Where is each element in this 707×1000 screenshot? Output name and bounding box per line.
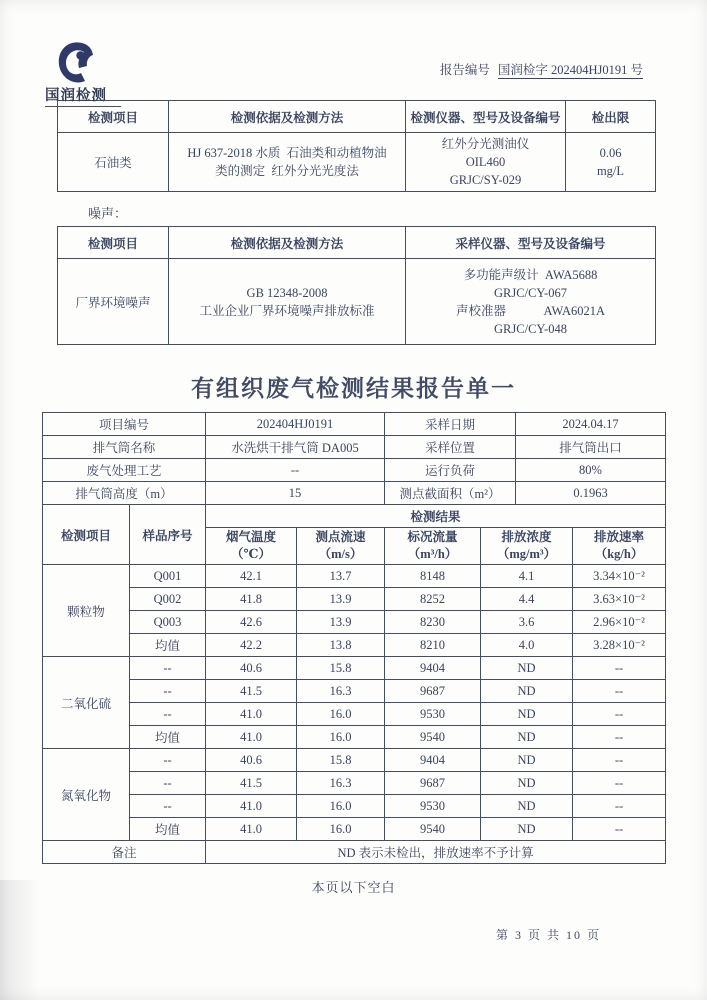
noise-method-line1: GB 12348-2008 (246, 285, 328, 300)
value-cell: 16.3 (297, 680, 385, 703)
page-number: 第 3 页 共 10 页 (495, 928, 601, 943)
sample-id-cell: -- (130, 795, 206, 818)
value-cell: 13.9 (297, 611, 385, 634)
value-cell: 41.5 (206, 680, 297, 703)
info-label: 测点截面积（m²） (385, 482, 516, 505)
result-row (43, 726, 666, 749)
oil-method-line2: 类的测定 红外分光光度法 (215, 164, 359, 179)
value-cell: 40.6 (206, 657, 297, 680)
blank-below-note: 本页以下空白 (311, 880, 396, 896)
oil-method-line1: HJ 637-2018 水质 石油类和动植物油 (187, 146, 387, 161)
value-cell: 4.4 (481, 588, 573, 611)
info-label: 排气筒名称 (43, 436, 206, 459)
value-cell: 13.7 (297, 565, 385, 588)
oil-item-cell: 石油类 (58, 133, 169, 192)
sample-id-cell: -- (130, 772, 206, 795)
sample-id-cell: 均值 (130, 818, 206, 841)
info-row (43, 436, 666, 459)
result-row (43, 657, 666, 680)
info-row (43, 413, 666, 436)
info-label: 项目编号 (43, 413, 206, 436)
oil-col-item: 检测项目 (58, 101, 169, 133)
value-cell: 9687 (385, 680, 481, 703)
value-cell: 8148 (385, 565, 481, 588)
col-temp-label: 烟气温度 (225, 530, 276, 545)
oil-instrument-model: OIL460 (465, 155, 506, 170)
info-value: 2024.04.17 (516, 413, 666, 436)
noise-table-row (58, 259, 656, 345)
value-cell: 9404 (385, 749, 481, 772)
pollutant-name-cell: 颗粒物 (43, 565, 130, 657)
info-label: 排气筒高度（m） (43, 482, 206, 505)
info-value: -- (206, 459, 385, 482)
info-row (43, 482, 666, 505)
result-row (43, 565, 666, 588)
noise-section-label: 噪声： (88, 206, 128, 222)
noise-item-cell: 厂界环境噪声 (58, 259, 169, 345)
col-flow-label: 标况流量 (407, 530, 458, 545)
value-cell: -- (573, 795, 666, 818)
value-cell: 16.0 (297, 703, 385, 726)
value-cell: 3.63×10⁻² (573, 588, 666, 611)
info-label: 运行负荷 (385, 459, 516, 482)
remark-label: 备注 (43, 841, 206, 864)
value-cell: 13.8 (297, 634, 385, 657)
oil-table-row (58, 133, 656, 192)
value-cell: 41.0 (206, 703, 297, 726)
noise-instrument-line3: 声校准器 AWA6021A (456, 303, 605, 318)
value-cell: 16.0 (297, 726, 385, 749)
col-velocity-unit: （m/s） (318, 547, 363, 562)
value-cell: -- (573, 680, 666, 703)
value-cell: 15.8 (297, 657, 385, 680)
logo-g-icon (55, 40, 97, 84)
result-row (43, 588, 666, 611)
value-cell: ND (481, 749, 573, 772)
results-body (43, 565, 666, 841)
result-row (43, 611, 666, 634)
sample-id-cell: -- (130, 749, 206, 772)
value-cell: 8252 (385, 588, 481, 611)
value-cell: 2.96×10⁻² (573, 611, 666, 634)
col-header-flow (385, 528, 481, 565)
report-number (440, 60, 643, 78)
info-value: 0.1963 (516, 482, 666, 505)
value-cell: -- (573, 818, 666, 841)
noise-instrument-line4: GRJC/CY-048 (494, 322, 567, 336)
info-label: 采样日期 (385, 413, 516, 436)
value-cell: ND (481, 726, 573, 749)
oil-instrument-code: GRJC/SY-029 (449, 173, 522, 188)
value-cell: 9530 (385, 795, 481, 818)
col-rate-label: 排放速率 (594, 530, 645, 545)
value-cell: 4.1 (481, 565, 573, 588)
value-cell: 9540 (385, 818, 481, 841)
gas-results-table (42, 504, 666, 864)
oil-method-cell (169, 133, 406, 192)
value-cell: 9404 (385, 657, 481, 680)
value-cell: 13.9 (297, 588, 385, 611)
noise-col-method: 检测依据及检测方法 (169, 227, 406, 259)
noise-instrument-cell (406, 259, 656, 345)
results-header-row1 (43, 505, 666, 528)
value-cell: 42.6 (206, 611, 297, 634)
oil-limit-unit: mg/L (596, 164, 625, 179)
remark-text: ND 表示未检出，排放速率不予计算 (206, 841, 666, 864)
col-header-concentration (481, 528, 573, 565)
logo-text: 国润检测 (45, 84, 121, 107)
report-number-label: 报告编号 (439, 63, 490, 77)
value-cell: -- (573, 703, 666, 726)
value-cell: 42.2 (206, 634, 297, 657)
sample-id-cell: -- (130, 657, 206, 680)
value-cell: 3.28×10⁻² (573, 634, 666, 657)
col-rate-unit: （kg/h） (594, 547, 644, 562)
value-cell: ND (481, 818, 573, 841)
info-row (43, 459, 666, 482)
noise-instrument-line2: GRJC/CY-067 (494, 285, 567, 300)
value-cell: 9540 (385, 726, 481, 749)
noise-method-table (57, 226, 656, 345)
value-cell: 8210 (385, 634, 481, 657)
oil-instrument-cell (406, 133, 566, 192)
sample-id-cell: 均值 (130, 726, 206, 749)
result-row (43, 749, 666, 772)
value-cell: -- (573, 749, 666, 772)
logo (45, 40, 155, 107)
oil-limit-value: 0.06 (599, 146, 622, 161)
remark-row (43, 841, 666, 864)
report-number-value: 国润检字 202404HJ0191 号 (497, 63, 643, 77)
sample-id-cell: 均值 (130, 634, 206, 657)
info-value: 15 (206, 482, 385, 505)
value-cell: 3.34×10⁻² (573, 565, 666, 588)
oil-limit-cell (566, 133, 656, 192)
noise-method-line2: 工业企业厂界环境噪声排放标准 (199, 303, 375, 318)
result-row (43, 634, 666, 657)
info-value: 80% (516, 459, 666, 482)
report-title: 有组织废气检测结果报告单一 (191, 376, 516, 402)
value-cell: 9530 (385, 703, 481, 726)
col-concentration-label: 排放浓度 (501, 530, 552, 545)
info-value: 202404HJ0191 (206, 413, 385, 436)
value-cell: 16.3 (297, 772, 385, 795)
col-temp-unit: （℃） (231, 547, 271, 562)
result-row (43, 795, 666, 818)
result-row (43, 703, 666, 726)
value-cell: 41.0 (206, 818, 297, 841)
result-row (43, 680, 666, 703)
oil-method-table (57, 100, 656, 192)
noise-col-instrument: 采样仪器、型号及设备编号 (406, 227, 656, 259)
value-cell: 16.0 (297, 818, 385, 841)
value-cell: 8230 (385, 611, 481, 634)
sample-id-cell: Q003 (130, 611, 206, 634)
value-cell: 16.0 (297, 795, 385, 818)
sample-id-cell: Q001 (130, 565, 206, 588)
col-flow-unit: （m³/h） (407, 547, 458, 562)
sample-id-cell: Q002 (130, 588, 206, 611)
value-cell: 40.6 (206, 749, 297, 772)
col-header-rate (573, 528, 666, 565)
oil-col-instrument: 检测仪器、型号及设备编号 (406, 101, 566, 133)
sample-id-cell: -- (130, 703, 206, 726)
col-velocity-label: 测点流速 (315, 530, 366, 545)
value-cell: 41.5 (206, 772, 297, 795)
gas-info-table (42, 412, 666, 505)
noise-table-header-row (58, 227, 656, 259)
value-cell: ND (481, 703, 573, 726)
oil-col-limit: 检出限 (566, 101, 656, 133)
info-value: 水洗烘干排气筒 DA005 (206, 436, 385, 459)
noise-instrument-line1: 多功能声级计 AWA5688 (463, 267, 598, 282)
value-cell: ND (481, 680, 573, 703)
pollutant-name-cell: 氮氧化物 (43, 749, 130, 841)
info-label: 采样位置 (385, 436, 516, 459)
col-header-item: 检测项目 (43, 505, 130, 565)
noise-col-item: 检测项目 (58, 227, 169, 259)
value-cell: -- (573, 657, 666, 680)
result-row (43, 772, 666, 795)
col-header-velocity (297, 528, 385, 565)
col-header-temp (206, 528, 297, 565)
value-cell: 3.6 (481, 611, 573, 634)
result-row (43, 818, 666, 841)
value-cell: 41.0 (206, 726, 297, 749)
pollutant-name-cell: 二氧化硫 (43, 657, 130, 749)
value-cell: -- (573, 772, 666, 795)
value-cell: 4.0 (481, 634, 573, 657)
oil-instrument-name: 红外分光测油仪 (441, 137, 530, 151)
noise-method-cell (169, 259, 406, 345)
info-value: 排气筒出口 (516, 436, 666, 459)
info-label: 废气处理工艺 (43, 459, 206, 482)
value-cell: 42.1 (206, 565, 297, 588)
value-cell: 15.8 (297, 749, 385, 772)
value-cell: 9687 (385, 772, 481, 795)
page-header (45, 40, 643, 104)
value-cell: 41.0 (206, 795, 297, 818)
value-cell: ND (481, 795, 573, 818)
col-concentration-unit: （mg/m³） (496, 547, 557, 562)
oil-col-method: 检测依据及检测方法 (169, 101, 406, 133)
col-header-sample: 样品序号 (130, 505, 206, 565)
value-cell: ND (481, 657, 573, 680)
value-cell: -- (573, 726, 666, 749)
value-cell: ND (481, 772, 573, 795)
col-header-results: 检测结果 (206, 505, 666, 528)
value-cell: 41.8 (206, 588, 297, 611)
sample-id-cell: -- (130, 680, 206, 703)
